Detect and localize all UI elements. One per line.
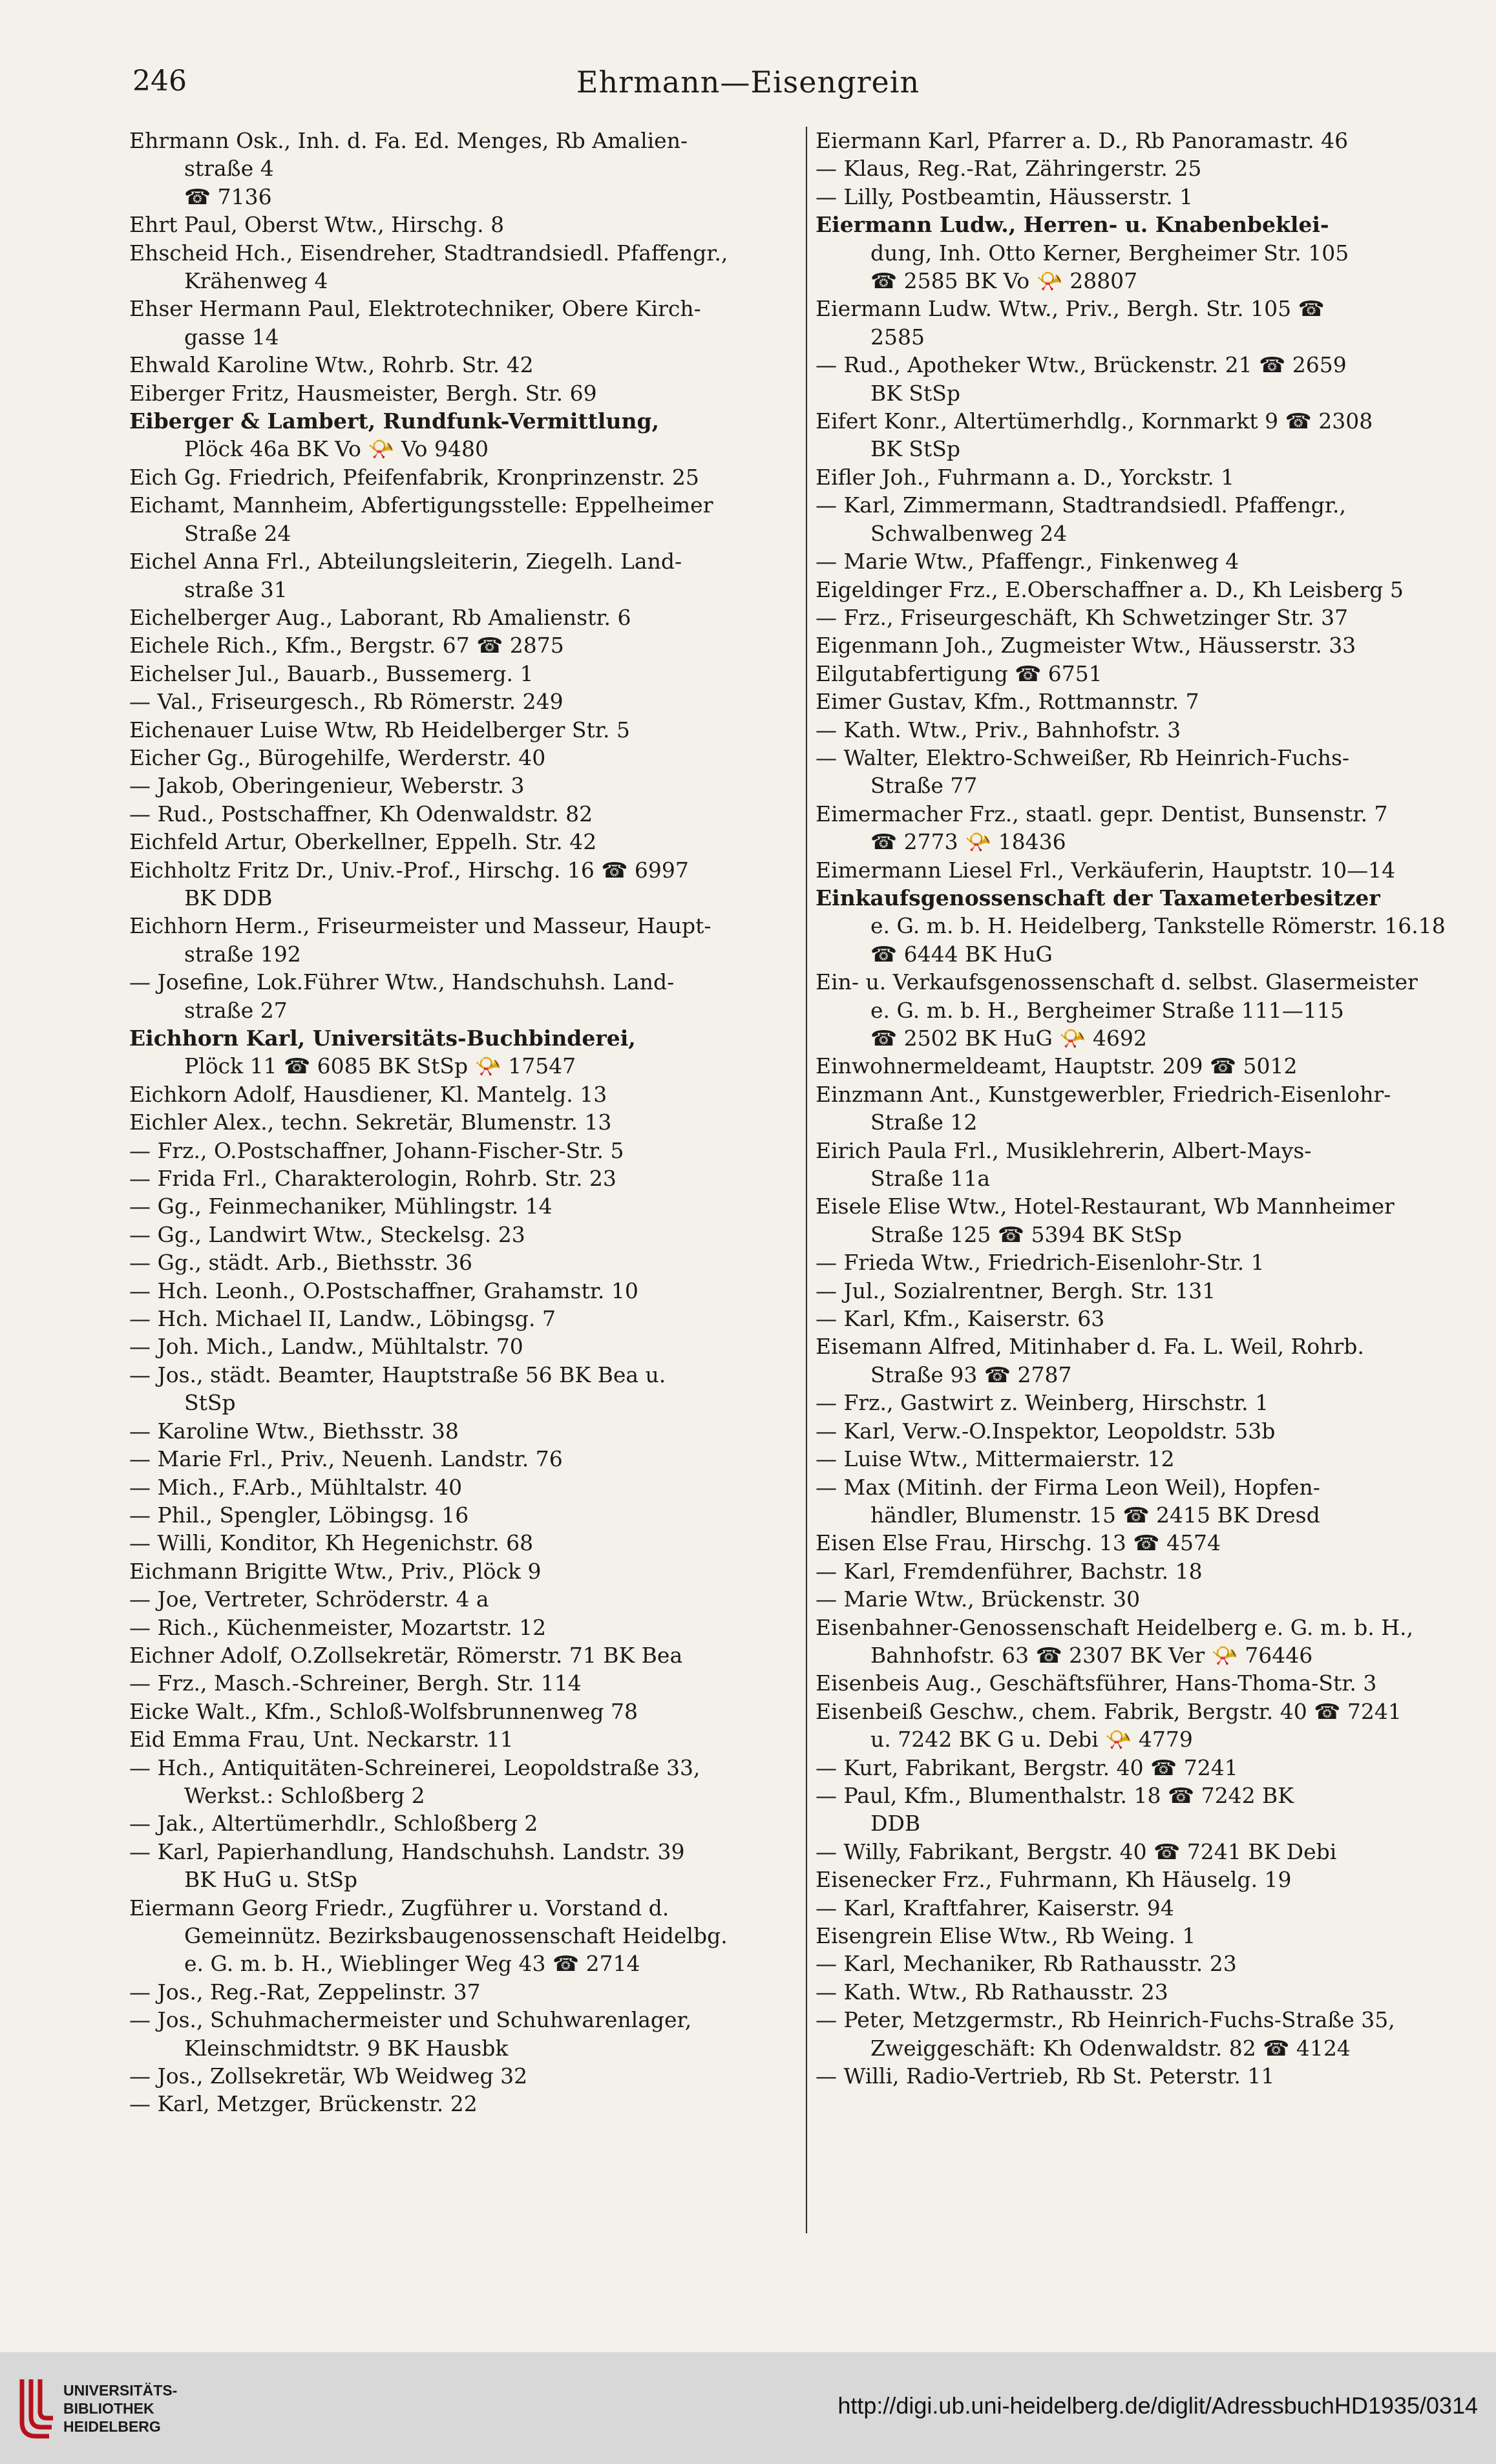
directory-entry: — Josefine, Lok.Führer Wtw., Handschuhsh. Land- — [129, 969, 675, 995]
directory-entry: — Jos., Schuhmachermeister und Schuhwarenlager, — [129, 2007, 692, 2033]
directory-entry: Eimermann Liesel Frl., Verkäuferin, Hauptstr. 10—14 — [816, 857, 1396, 883]
directory-entry: — Frz., Friseurgeschäft, Kh Schwetzinger Str. 37 — [816, 604, 1349, 630]
directory-entry: — Frz., Masch.-Schreiner, Bergh. Str. 114 — [129, 1670, 582, 1696]
logo-line-3: HEIDELBERG — [63, 2418, 161, 2435]
directory-entry: Eichfeld Artur, Oberkellner, Eppelh. Str. 42 — [129, 829, 597, 855]
entry-continuation: Kleinschmidtstr. 9 BK Hausbk — [184, 2035, 509, 2061]
entry-continuation: Krähenweg 4 — [184, 268, 328, 294]
entry-continuation: ☎ 2773 📯 18436 — [870, 829, 1066, 855]
directory-entry: — Jos., städt. Beamter, Hauptstraße 56 BK Bea u. — [129, 1362, 666, 1387]
directory-entry: Eisemann Alfred, Mitinhaber d. Fa. L. Weil, Rohrb. — [816, 1334, 1364, 1360]
directory-entry: Eicke Walt., Kfm., Schloß-Wolfsbrunnenweg 78 — [129, 1698, 638, 1724]
source-url-link[interactable]: http://digi.ub.uni-heidelberg.de/diglit/AdressbuchHD1935/0314 — [838, 2392, 1478, 2419]
directory-entry: Ehwald Karoline Wtw., Rohrb. Str. 42 — [129, 352, 534, 378]
logo-line-2: BIBLIOTHEK — [63, 2400, 154, 2417]
left-column — [129, 127, 785, 2259]
directory-entry: Ehrt Paul, Oberst Wtw., Hirschg. 8 — [129, 212, 505, 238]
directory-entry: Eisen Else Frau, Hirschg. 13 ☎ 4574 — [816, 1530, 1221, 1556]
directory-entry: — Joh. Mich., Landw., Mühltalstr. 70 — [129, 1334, 523, 1360]
library-logo-text — [63, 2381, 177, 2436]
directory-entry: — Marie Wtw., Brückenstr. 30 — [816, 1586, 1141, 1612]
directory-entry: Eiermann Karl, Pfarrer a. D., Rb Panoramastr. 46 — [816, 128, 1349, 153]
directory-entry: — Hch. Michael II, Landw., Löbingsg. 7 — [129, 1306, 556, 1332]
entry-continuation: ☎ 2585 BK Vo 📯 28807 — [870, 268, 1138, 294]
entry-continuation: StSp — [184, 1390, 236, 1416]
entry-continuation: Schwalbenweg 24 — [870, 520, 1068, 546]
entry-continuation: Straße 24 — [184, 520, 291, 546]
directory-entry: — Karl, Mechaniker, Rb Rathausstr. 23 — [816, 1951, 1237, 1977]
directory-entry: Einkaufsgenossenschaft der Taxameterbesitzer — [816, 885, 1380, 911]
entry-continuation: BK StSp — [870, 380, 960, 406]
directory-entry: — Karl, Fremdenführer, Bachstr. 18 — [816, 1558, 1203, 1584]
directory-entry: Eisenecker Frz., Fuhrmann, Kh Häuselg. 19 — [816, 1867, 1292, 1893]
directory-entry: Einwohnermeldeamt, Hauptstr. 209 ☎ 5012 — [816, 1053, 1298, 1079]
directory-entry: — Karl, Papierhandlung, Handschuhsh. Landstr. 39 — [129, 1838, 685, 1864]
directory-entry: — Paul, Kfm., Blumenthalstr. 18 ☎ 7242 BK — [816, 1782, 1294, 1808]
directory-entry: — Hch., Antiquitäten-Schreinerei, Leopoldstraße 33, — [129, 1754, 701, 1780]
directory-entry: Eicher Gg., Bürogehilfe, Werderstr. 40 — [129, 744, 546, 770]
entry-continuation: Straße 12 — [870, 1110, 978, 1135]
directory-entry: — Hch. Leonh., O.Postschaffner, Grahamstr. 10 — [129, 1278, 638, 1303]
directory-entry: Eichele Rich., Kfm., Bergstr. 67 ☎ 2875 — [129, 633, 564, 658]
entry-continuation: Werkst.: Schloßberg 2 — [184, 1782, 425, 1808]
directory-entry: — Gg., städt. Arb., Biethsstr. 36 — [129, 1250, 472, 1276]
directory-entry: — Rud., Postschaffner, Kh Odenwaldstr. 82 — [129, 801, 593, 827]
directory-entry: — Karl, Metzger, Brückenstr. 22 — [129, 2091, 478, 2117]
entry-continuation: gasse 14 — [184, 324, 279, 350]
directory-entry: — Phil., Spengler, Löbingsg. 16 — [129, 1502, 469, 1528]
directory-entry: Eirich Paula Frl., Musiklehrerin, Albert-Mays- — [816, 1137, 1312, 1163]
directory-entry: — Frz., Gastwirt z. Weinberg, Hirschstr. 1 — [816, 1390, 1269, 1416]
logo-line-1: UNIVERSITÄTS- — [63, 2382, 178, 2399]
directory-entry: — Willy, Fabrikant, Bergstr. 40 ☎ 7241 BK Debi — [816, 1838, 1337, 1864]
entry-continuation: straße 4 — [184, 156, 274, 182]
directory-entry: — Karl, Zimmermann, Stadtrandsiedl. Pfaffengr., — [816, 492, 1346, 518]
directory-entry: — Marie Frl., Priv., Neuenh. Landstr. 76 — [129, 1446, 563, 1472]
directory-entry: — Frieda Wtw., Friedrich-Eisenlohr-Str. 1 — [816, 1250, 1265, 1276]
entry-continuation: dung, Inh. Otto Kerner, Bergheimer Str. 105 — [870, 240, 1349, 266]
directory-entry: — Jak., Altertümerhdlr., Schloßberg 2 — [129, 1811, 538, 1837]
entry-continuation: e. G. m. b. H. Heidelberg, Tankstelle Römerstr. 16.18 — [870, 913, 1446, 939]
directory-entry: — Frida Frl., Charakterologin, Rohrb. Str. 23 — [129, 1166, 616, 1192]
entry-continuation: ☎ 7136 — [184, 184, 272, 209]
directory-entry: — Jakob, Oberingenieur, Weberstr. 3 — [129, 773, 525, 799]
directory-entry: Eisenbeis Aug., Geschäftsführer, Hans-Thoma-Str. 3 — [816, 1670, 1377, 1696]
entry-continuation: BK StSp — [870, 436, 960, 462]
directory-entry: Eimermacher Frz., staatl. gepr. Dentist, Bunsenstr. 7 — [816, 801, 1388, 827]
directory-entry: Eich Gg. Friedrich, Pfeifenfabrik, Kronprinzenstr. 25 — [129, 464, 699, 490]
directory-entry: Eigenmann Joh., Zugmeister Wtw., Häusserstr. 33 — [816, 633, 1356, 658]
directory-entry: — Lilly, Postbeamtin, Häusserstr. 1 — [816, 184, 1194, 209]
entry-continuation: ☎ 6444 BK HuG — [870, 941, 1053, 967]
entry-continuation: Plöck 46a BK Vo 📯 Vo 9480 — [184, 436, 489, 462]
entry-continuation: straße 192 — [184, 941, 301, 967]
directory-entry: Eisengrein Elise Wtw., Rb Weing. 1 — [816, 1923, 1196, 1948]
directory-entry: — Gg., Feinmechaniker, Mühlingstr. 14 — [129, 1194, 553, 1219]
directory-entry: — Val., Friseurgesch., Rb Römerstr. 249 — [129, 689, 564, 715]
directory-entry: Einzmann Ant., Kunstgewerbler, Friedrich-Eisenlohr- — [816, 1081, 1391, 1107]
library-logo-icon — [17, 2377, 54, 2439]
directory-entry: — Karl, Kraftfahrer, Kaiserstr. 94 — [816, 1895, 1174, 1921]
directory-entry: Ehser Hermann Paul, Elektrotechniker, Obere Kirch- — [129, 296, 701, 322]
directory-entry: Eichelser Jul., Bauarb., Bussemerg. 1 — [129, 660, 534, 686]
directory-entry: Eilgutabfertigung ☎ 6751 — [816, 660, 1102, 686]
directory-entry: — Klaus, Reg.-Rat, Zähringerstr. 25 — [816, 156, 1202, 182]
entry-continuation: straße 31 — [184, 576, 288, 602]
directory-entry: Ein- u. Verkaufsgenossenschaft d. selbst. Glasermeister — [816, 969, 1418, 995]
directory-entry: — Kurt, Fabrikant, Bergstr. 40 ☎ 7241 — [816, 1754, 1238, 1780]
directory-entry: Eichner Adolf, O.Zollsekretär, Römerstr. 71 BK Bea — [129, 1642, 683, 1668]
page-number: 246 — [132, 65, 187, 98]
directory-entry: — Jul., Sozialrentner, Bergh. Str. 131 — [816, 1278, 1216, 1303]
entry-continuation: Straße 77 — [870, 773, 978, 799]
directory-entry: — Kath. Wtw., Rb Rathausstr. 23 — [816, 1979, 1168, 2005]
directory-entry: Eisenbeiß Geschw., chem. Fabrik, Bergstr. 40 ☎ 7241 — [816, 1698, 1402, 1724]
entry-continuation: DDB — [870, 1811, 921, 1837]
directory-entry: — Karoline Wtw., Biethsstr. 38 — [129, 1418, 459, 1444]
directory-entry: Ehscheid Hch., Eisendreher, Stadtrandsiedl. Pfaffengr., — [129, 240, 728, 266]
entry-continuation: 2585 — [870, 324, 925, 350]
entry-continuation: e. G. m. b. H., Wieblinger Weg 43 ☎ 2714 — [184, 1951, 640, 1977]
directory-entry: Eichamt, Mannheim, Abfertigungsstelle: Eppelheimer — [129, 492, 713, 518]
directory-entry: Ehrmann Osk., Inh. d. Fa. Ed. Menges, Rb Amalien- — [129, 128, 688, 153]
directory-entry: — Rich., Küchenmeister, Mozartstr. 12 — [129, 1614, 547, 1640]
right-column — [816, 127, 1471, 2259]
directory-entry: — Jos., Zollsekretär, Wb Weidweg 32 — [129, 2063, 528, 2089]
directory-entry: Eiermann Ludw., Herren- u. Knabenbeklei- — [816, 212, 1329, 238]
directory-entry: Eisenbahner-Genossenschaft Heidelberg e. G. m. b. H., — [816, 1614, 1414, 1640]
directory-entry: Eichel Anna Frl., Abteilungsleiterin, Ziegelh. Land- — [129, 549, 682, 574]
directory-entry: — Rud., Apotheker Wtw., Brückenstr. 21 ☎ 2659 — [816, 352, 1347, 378]
directory-entry: Eigeldinger Frz., E.Oberschaffner a. D., Kh Leisberg 5 — [816, 576, 1404, 602]
directory-entry: — Walter, Elektro-Schweißer, Rb Heinrich-Fuchs- — [816, 744, 1350, 770]
entry-continuation: Gemeinnütz. Bezirksbaugenossenschaft Heidelbg. — [184, 1923, 728, 1948]
directory-entry: — Jos., Reg.-Rat, Zeppelinstr. 37 — [129, 1979, 481, 2005]
directory-entry: — Peter, Metzgermstr., Rb Heinrich-Fuchs-Straße 35, — [816, 2007, 1395, 2033]
directory-entry: Eiberger Fritz, Hausmeister, Bergh. Str. 69 — [129, 380, 597, 406]
directory-entry: — Marie Wtw., Pfaffengr., Finkenweg 4 — [816, 549, 1239, 574]
directory-entry: — Joe, Vertreter, Schröderstr. 4 a — [129, 1586, 489, 1612]
entry-continuation: Straße 125 ☎ 5394 BK StSp — [870, 1221, 1182, 1247]
entry-continuation: BK HuG u. StSp — [184, 1867, 358, 1893]
entry-continuation: Plöck 11 ☎ 6085 BK StSp 📯 17547 — [184, 1053, 576, 1079]
running-head: Ehrmann—Eisengrein — [576, 65, 920, 100]
directory-entry: Eifert Konr., Altertümerhdlg., Kornmarkt 9 ☎ 2308 — [816, 408, 1373, 434]
entry-continuation: Straße 11a — [870, 1166, 991, 1192]
directory-entry: Eichelberger Aug., Laborant, Rb Amalienstr. 6 — [129, 604, 631, 630]
entry-continuation: Straße 93 ☎ 2787 — [870, 1362, 1072, 1387]
entry-continuation: ☎ 2502 BK HuG 📯 4692 — [870, 1026, 1147, 1051]
directory-entry: — Gg., Landwirt Wtw., Steckelsg. 23 — [129, 1221, 525, 1247]
directory-entry: Eichkorn Adolf, Hausdiener, Kl. Mantelg. 13 — [129, 1081, 607, 1107]
directory-entry: Eifler Joh., Fuhrmann a. D., Yorckstr. 1 — [816, 464, 1235, 490]
column-divider — [806, 127, 807, 2233]
entry-continuation: Zweiggeschäft: Kh Odenwaldstr. 82 ☎ 4124 — [870, 2035, 1351, 2061]
directory-entry: Eichmann Brigitte Wtw., Priv., Plöck 9 — [129, 1558, 542, 1584]
directory-entry: Eichler Alex., techn. Sekretär, Blumenstr. 13 — [129, 1110, 612, 1135]
entry-continuation: straße 27 — [184, 997, 288, 1023]
directory-entry: Eisele Elise Wtw., Hotel-Restaurant, Wb Mannheimer — [816, 1194, 1395, 1219]
directory-entry: Eichhorn Karl, Universitäts-Buchbinderei, — [129, 1026, 636, 1051]
directory-entry: — Karl, Verw.-O.Inspektor, Leopoldstr. 53b — [816, 1418, 1276, 1444]
directory-entry: Eichholtz Fritz Dr., Univ.-Prof., Hirschg. 16 ☎ 6997 — [129, 857, 689, 883]
directory-entry: Eichhorn Herm., Friseurmeister und Masseur, Haupt- — [129, 913, 711, 939]
directory-entry: — Kath. Wtw., Priv., Bahnhofstr. 3 — [816, 717, 1181, 742]
directory-entry: — Frz., O.Postschaffner, Johann-Fischer-Str. 5 — [129, 1137, 624, 1163]
directory-entry: Eiermann Ludw. Wtw., Priv., Bergh. Str. 105 ☎ — [816, 296, 1325, 322]
directory-entry: Eichenauer Luise Wtw, Rb Heidelberger Str. 5 — [129, 717, 630, 742]
viewer-footer — [0, 2352, 1496, 2464]
directory-entry: Eiermann Georg Friedr., Zugführer u. Vorstand d. — [129, 1895, 669, 1921]
directory-entry: Eiberger & Lambert, Rundfunk-Vermittlung, — [129, 408, 660, 434]
directory-entry: — Karl, Kfm., Kaiserstr. 63 — [816, 1306, 1105, 1332]
directory-entry: — Willi, Radio-Vertrieb, Rb St. Peterstr. 11 — [816, 2063, 1275, 2089]
directory-entry: Eimer Gustav, Kfm., Rottmannstr. 7 — [816, 689, 1199, 715]
entry-continuation: u. 7242 BK G u. Debi 📯 4779 — [870, 1727, 1193, 1753]
directory-entry: Eid Emma Frau, Unt. Neckarstr. 11 — [129, 1727, 514, 1753]
directory-entry: — Max (Mitinh. der Firma Leon Weil), Hopfen- — [816, 1474, 1320, 1500]
directory-entry: — Luise Wtw., Mittermaierstr. 12 — [816, 1446, 1175, 1472]
directory-entry: — Willi, Konditor, Kh Hegenichstr. 68 — [129, 1530, 534, 1556]
entry-continuation: e. G. m. b. H., Bergheimer Straße 111—115 — [870, 997, 1344, 1023]
entry-continuation: Bahnhofstr. 63 ☎ 2307 BK Ver 📯 76446 — [870, 1642, 1313, 1668]
directory-entry: — Mich., F.Arb., Mühltalstr. 40 — [129, 1474, 463, 1500]
entry-continuation: BK DDB — [184, 885, 273, 911]
entry-continuation: händler, Blumenstr. 15 ☎ 2415 BK Dresd — [870, 1502, 1320, 1528]
